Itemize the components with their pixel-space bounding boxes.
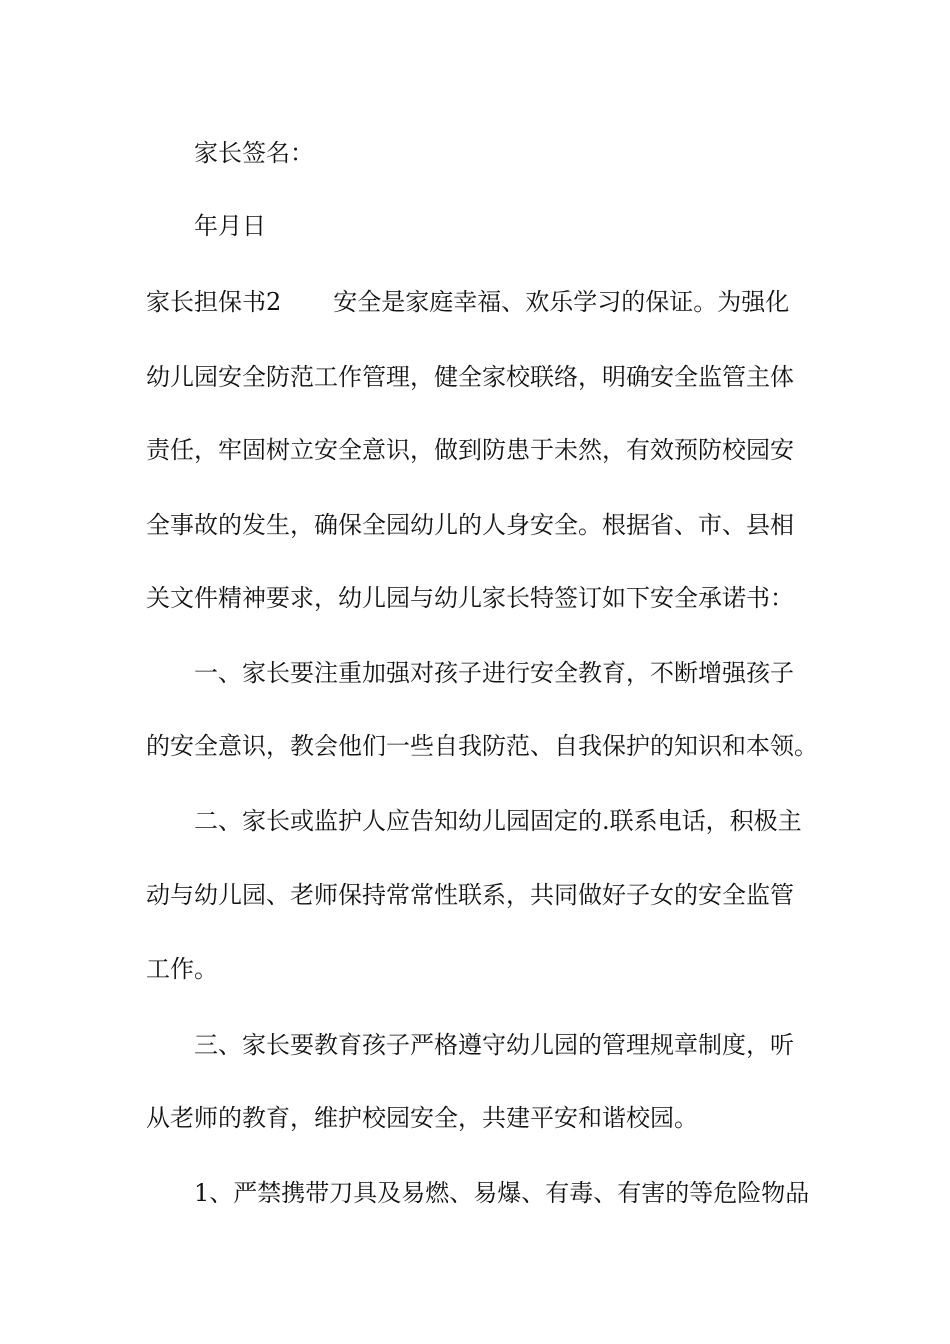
paragraph-line: 动与幼儿园、老师保持常常性联系，共同做好子女的安全监管 xyxy=(146,881,794,909)
paragraph-line: 责任，牢固树立安全意识，做到防患于未然，有效预防校园安 xyxy=(146,436,794,464)
paragraph-line: 工作。 xyxy=(146,955,218,983)
paragraph-line: 幼儿园安全防范工作管理，健全家校联络，明确安全监管主体 xyxy=(146,363,794,391)
paragraph-line xyxy=(146,287,826,317)
paragraph-line: 三、家长要教育孩子严格遵守幼儿园的管理规章制度，听 xyxy=(194,1031,794,1059)
paragraph-text: 安全是家庭幸福、欢乐学习的保证。为强化 xyxy=(333,288,790,316)
paragraph-line: 从老师的教育，维护校园安全，共建平安和谐校园。 xyxy=(146,1104,698,1132)
paragraph-line: 关文件精神要求，幼儿园与幼儿家长特签订如下安全承诺书： xyxy=(146,584,794,612)
paragraph-line: 1、严禁携带刀具及易燃、易爆、有毒、有害的等危险物品 xyxy=(194,1179,810,1207)
date-label: 年月日 xyxy=(194,212,266,240)
paragraph-line: 的安全意识，教会他们一些自我防范、自我保护的知识和本领。 xyxy=(146,732,818,760)
paragraph-line: 一、家长要注重加强对孩子进行安全教育，不断增强孩子 xyxy=(194,659,794,687)
document-title: 家长担保书2 xyxy=(146,288,282,316)
parent-signature-label: 家长签名： xyxy=(194,139,314,167)
paragraph-line: 二、家长或监护人应告知幼儿园固定的.联系电话，积极主 xyxy=(194,807,802,835)
paragraph-line: 全事故的发生，确保全园幼儿的人身安全。根据省、市、县相 xyxy=(146,511,794,539)
